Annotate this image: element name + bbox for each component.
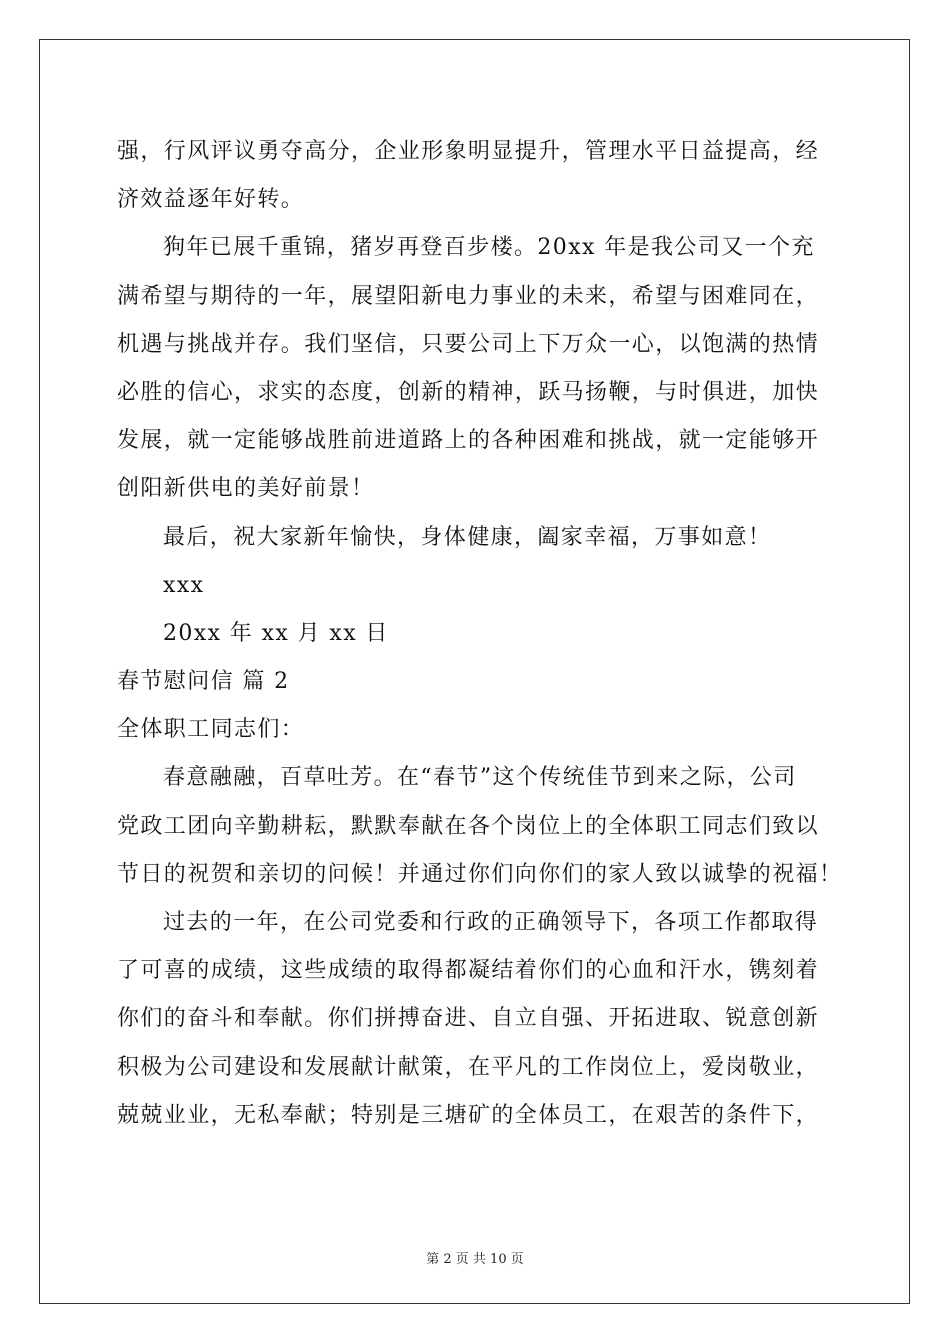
text-line: 狗年已展千重锦，猪岁再登百步楼。20xx 年是我公司又一个充 xyxy=(163,235,815,261)
text-line: 节日的祝贺和亲切的问候！并通过你们向你们的家人致以诚挚的祝福！ xyxy=(117,861,843,887)
salutation: 全体职工同志们： xyxy=(117,717,305,743)
text-line: 创阳新供电的美好前景！ xyxy=(117,476,375,502)
text-line: 过去的一年，在公司党委和行政的正确领导下，各项工作都取得 xyxy=(163,910,819,935)
text-line: 济效益逐年好转。 xyxy=(117,187,305,213)
page-number: 第 2 页 共 10 页 xyxy=(426,1252,524,1267)
text-line: 党政工团向辛勤耕耘，默默奉献在各个岗位上的全体职工同志们致以 xyxy=(117,813,820,839)
text-line: 积极为公司建设和发展献计献策，在平凡的工作岗位上，爱岗敬业， xyxy=(117,1054,820,1080)
text-line: 了可喜的成绩，这些成绩的取得都凝结着你们的心血和汗水，镌刻着 xyxy=(117,958,820,984)
text-line: 发展，就一定能够战胜前进道路上的各种困难和挑战，就一定能够开 xyxy=(117,428,820,454)
date-line: 20xx 年 xx 月 xx 日 xyxy=(163,620,389,646)
document-body xyxy=(117,128,843,1140)
text-line: 兢兢业业，无私奉献；特别是三塘矿的全体员工，在艰苦的条件下， xyxy=(117,1102,820,1128)
signature: xxx xyxy=(163,572,205,598)
closing-wish: 最后，祝大家新年愉快，身体健康，阖家幸福，万事如意！ xyxy=(163,524,772,550)
text-line: 春意融融，百草吐芳。在“春节”这个传统佳节到来之际，公司 xyxy=(163,765,797,791)
text-line: 强，行风评议勇夺高分，企业形象明显提升，管理水平日益提高，经 xyxy=(117,139,820,164)
text-line: 你们的奋斗和奉献。你们拼搏奋进、自立自强、开拓进取、锐意创新 xyxy=(117,1006,820,1032)
text-line: 机遇与挑战并存。我们坚信，只要公司上下万众一心，以饱满的热情 xyxy=(117,331,820,357)
text-line: 满希望与期待的一年，展望阳新电力事业的未来，希望与困难同在， xyxy=(117,283,820,309)
section-title: 春节慰问信 篇 2 xyxy=(117,669,290,695)
text-line: 必胜的信心，求实的态度，创新的精神，跃马扬鞭，与时俱进，加快 xyxy=(117,379,820,405)
